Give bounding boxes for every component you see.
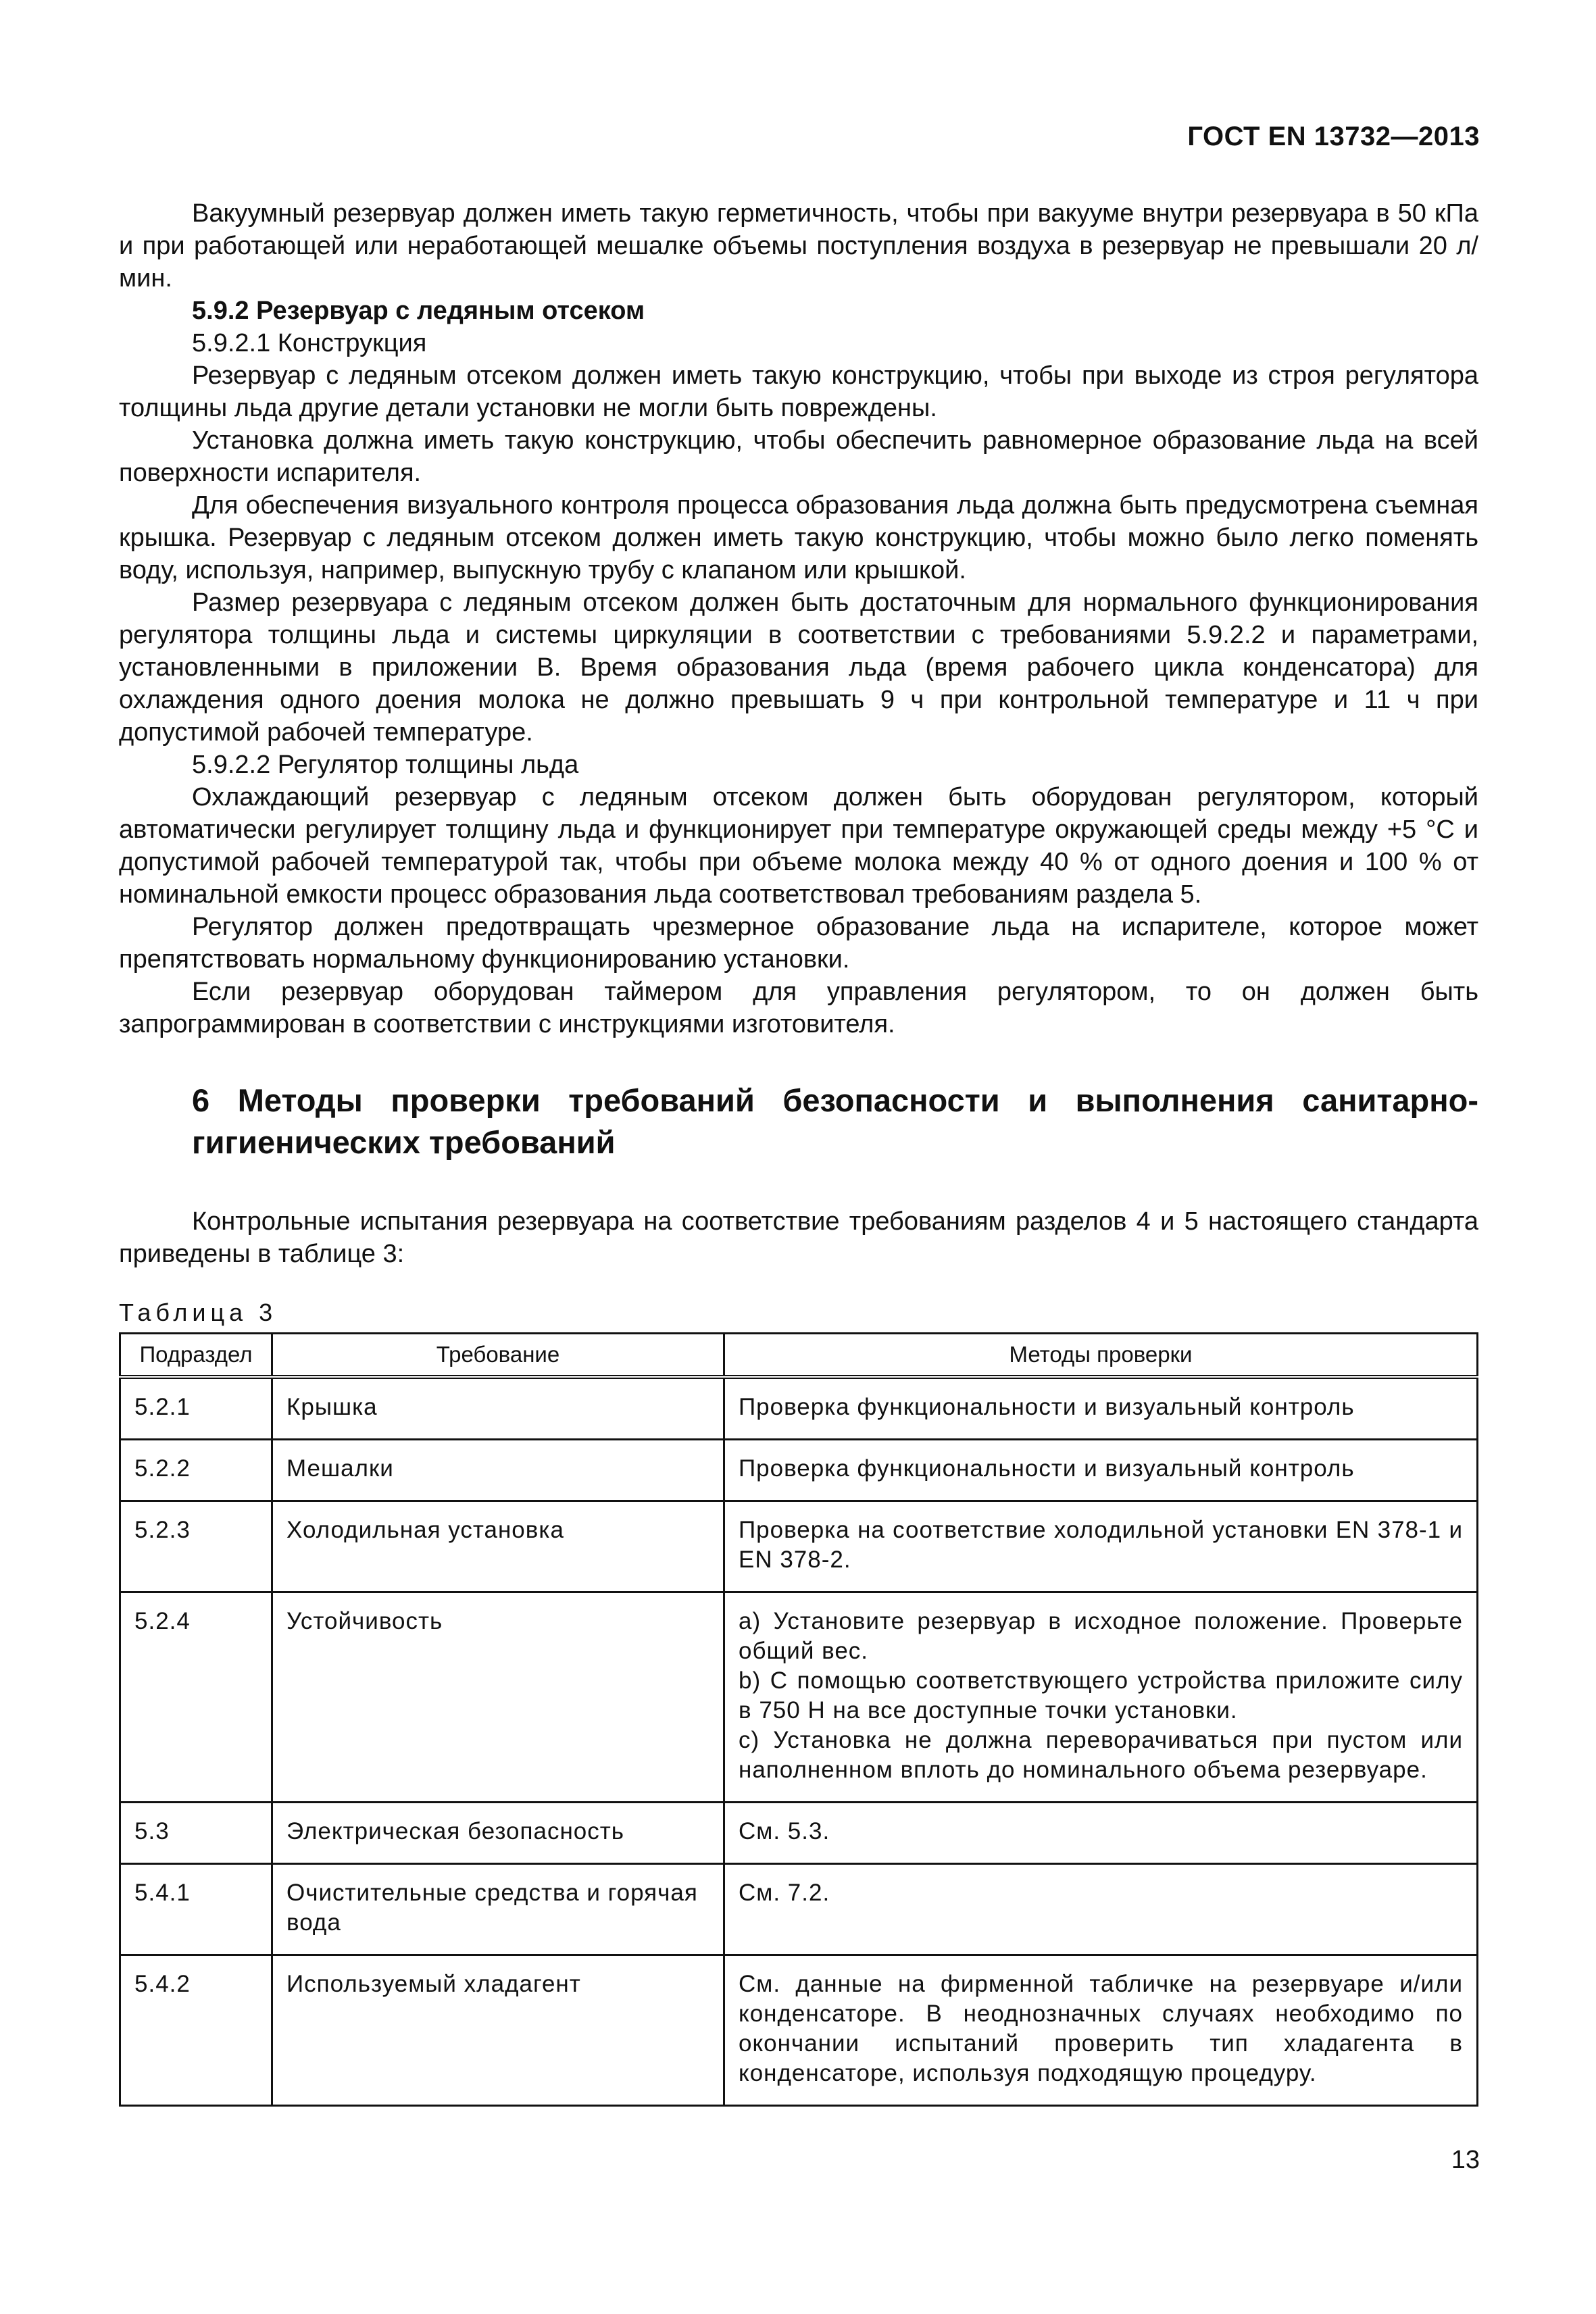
table-row — [120, 1440, 1478, 1501]
cell-method — [724, 1440, 1478, 1501]
verification-table — [119, 1332, 1478, 2107]
cell-requirement: Электрическая безопасность — [272, 1803, 724, 1864]
section-6-intro: Контрольные испытания резервуара на соответствие требованиям разделов 4 и 5 настоящего стандарта приведены в таблице 3: — [119, 1207, 1478, 1268]
subsection-heading-5-9-2: 5.9.2 Резервуар с ледяным отсеком — [192, 297, 645, 325]
method-line: См. 5.3. — [739, 1818, 830, 1844]
cell-requirement: Мешалки — [272, 1440, 724, 1501]
cell-method — [724, 1592, 1478, 1803]
paragraph-regulator: Охлаждающий резервуар с ледяным отсеком должен быть оборудован регулятором, который автоматически регулирует толщину льда и функционирует при температуре окружающей среды между +5 °С и допустимой рабочей температурой так, чтобы при объеме молока между 40 % от одного доения и 100 % от номинальной емкости процесс образования льда соответствовал требованиям раздела 5. — [119, 783, 1478, 909]
table-row — [120, 1377, 1478, 1440]
table-caption: Таблица 3 — [119, 1299, 278, 1326]
cell-method — [724, 1864, 1478, 1955]
cell-requirement: Устойчивость — [272, 1592, 724, 1803]
cell-subsection: 5.4.2 — [120, 1955, 272, 2106]
cell-method — [724, 1501, 1478, 1592]
cell-requirement: Холодильная установка — [272, 1501, 724, 1592]
table-header-row — [120, 1334, 1478, 1378]
paragraph-ice-bank-design: Резервуар с ледяным отсеком должен иметь такую конструкцию, чтобы при выходе из строя регулятора толщины льда другие детали установки не могли быть повреждены. — [119, 361, 1478, 422]
section-6-title: 6 Методы проверки требований безопасности и выполнения санитарно-гигиенических требований — [192, 1082, 1478, 1160]
column-header-requirement: Требование — [272, 1334, 724, 1378]
method-line-c: c) Установка не должна переворачиваться при пустом или наполненном вплоть до номинального объема резервуаре. — [739, 1727, 1463, 1783]
method-line: Проверка на соответствие холодильной установки EN 378-1 и EN 378-2. — [739, 1517, 1463, 1573]
subsection-heading-5-9-2-2: 5.9.2.2 Регулятор толщины льда — [192, 751, 579, 779]
cell-subsection: 5.4.1 — [120, 1864, 272, 1955]
paragraph-excess-ice: Регулятор должен предотвращать чрезмерное образование льда на испарителе, которое может препятствовать нормальному функционированию установки. — [119, 913, 1478, 974]
cell-requirement: Очистительные средства и горячая вода — [272, 1864, 724, 1955]
cell-subsection: 5.2.3 — [120, 1501, 272, 1592]
table-row — [120, 1501, 1478, 1592]
cell-method — [724, 1803, 1478, 1864]
page-number: 13 — [1451, 2146, 1480, 2174]
cell-subsection: 5.2.4 — [120, 1592, 272, 1803]
page-content — [119, 197, 1478, 2107]
paragraph-timer: Если резервуар оборудован таймером для управления регулятором, то он должен быть запрограммирован в соответствии с инструкциями изготовителя. — [119, 978, 1478, 1038]
cell-subsection: 5.2.1 — [120, 1377, 272, 1440]
method-line-a: a) Установите резервуар в исходное положение. Проверьте общий вес. — [739, 1608, 1463, 1664]
cell-subsection: 5.3 — [120, 1803, 272, 1864]
subsection-heading-5-9-2-1: 5.9.2.1 Конструкция — [192, 329, 427, 357]
table-row — [120, 1592, 1478, 1803]
cell-method — [724, 1377, 1478, 1440]
table-row — [120, 1955, 1478, 2106]
method-line-b: b) С помощью соответствующего устройства приложите силу в 750 Н на все доступные точки установки. — [739, 1667, 1463, 1724]
paragraph-uniform-ice: Установка должна иметь такую конструкцию, чтобы обеспечить равномерное образование льда на всей поверхности испарителя. — [119, 426, 1478, 487]
column-header-subsection: Подраздел — [120, 1334, 272, 1378]
table-row — [120, 1864, 1478, 1955]
paragraph-vacuum-tank: Вакуумный резервуар должен иметь такую герметичность, чтобы при вакууме внутри резервуара в 50 кПа и при работающей или неработающей мешалке объемы поступления воздуха в резервуар не превышали 20 л/мин. — [119, 199, 1478, 293]
document-code-header: ГОСТ EN 13732—2013 — [1187, 122, 1480, 151]
cell-requirement: Крышка — [272, 1377, 724, 1440]
method-line: См. 7.2. — [739, 1880, 830, 1906]
cell-requirement: Используемый хладагент — [272, 1955, 724, 2106]
method-line: Проверка функциональности и визуальный контроль — [739, 1455, 1355, 1482]
cell-method — [724, 1955, 1478, 2106]
column-header-methods: Методы проверки — [724, 1334, 1478, 1378]
method-line: Проверка функциональности и визуальный контроль — [739, 1394, 1355, 1420]
paragraph-visual-control: Для обеспечения визуального контроля процесса образования льда должна быть предусмотрена съемная крышка. Резервуар с ледяным отсеком должен иметь такую конструкцию, чтобы можно было легко поменять воду, используя, например, выпускную трубу с клапаном или крышкой. — [119, 491, 1478, 584]
table-row — [120, 1803, 1478, 1864]
method-line: См. данные на фирменной табличке на резервуаре и/или конденсаторе. В неоднозначных случаях необходимо по окончании испытаний проверить тип хладагента в конденсаторе, используя подходящую процедуру. — [739, 1971, 1463, 2086]
paragraph-tank-size: Размер резервуара с ледяным отсеком должен быть достаточным для нормального функционирования регулятора толщины льда и системы циркуляции в соответствии с требованиями 5.9.2.2 и параметрами, установленными в приложении В. Время образования льда (время рабочего цикла конденсатора) для охлаждения одного доения молока не должно превышать 9 ч при контрольной температуре и 11 ч при допустимой рабочей температуре. — [119, 588, 1478, 747]
cell-subsection: 5.2.2 — [120, 1440, 272, 1501]
